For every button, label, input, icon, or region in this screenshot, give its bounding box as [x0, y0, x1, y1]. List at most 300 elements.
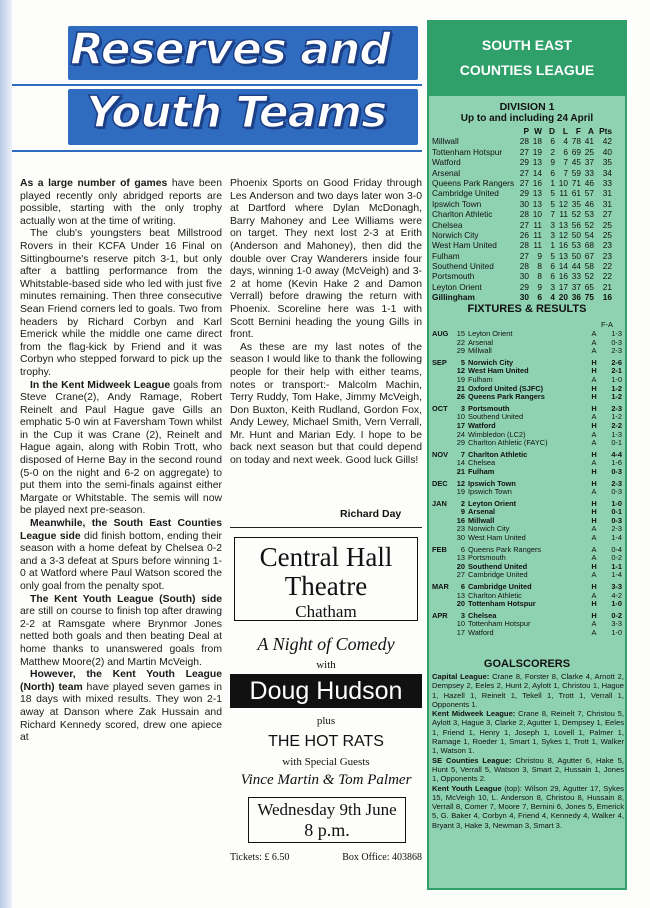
table-cell: 37 [571, 281, 581, 292]
table-header-cell: P [523, 126, 529, 136]
with-label: with [316, 659, 336, 671]
table-cell: 9 [537, 281, 542, 292]
fixture-opponent: Fulham [468, 375, 493, 384]
team-name: Watford [432, 157, 461, 168]
fixture-row [432, 629, 624, 638]
fixture-month [432, 439, 454, 448]
fixture-score: 2-1 [611, 366, 622, 376]
article-paragraph: Phoenix Sports on Good Friday through Les Anderson and two days later won 3-0 at Dartford where Dylan McDonagh, Barry Mahoney and Lee Williams were on target. They next lost 2-3 at Erith (Anderson and Mahoney), then did the double over Cray Wanderers inside four days, winning 1-0 away (McVeigh) and 3-2 at home (Kevin Hake 2 and Damon Verrall) before drawing the return with Phoenix. Scoreline here was 1-1 with Scott Bernini heading the young Gills in front. [230, 178, 422, 341]
table-row [432, 251, 624, 261]
table-row [432, 230, 624, 240]
fixture-month [432, 488, 454, 497]
table-cell: 46 [584, 177, 594, 188]
fixture-day: 19 [456, 487, 465, 497]
table-cell: 16 [558, 271, 568, 282]
table-row [432, 292, 624, 302]
table-cell: 3 [550, 219, 555, 230]
fixture-score: 1-2 [611, 412, 622, 422]
table-row [432, 188, 624, 198]
fixture-venue: H [591, 507, 597, 517]
table-header-cell: F [575, 126, 581, 136]
team-name: Chelsea [432, 219, 463, 230]
event-title: A Night of Comedy [257, 634, 395, 654]
fixture-month [432, 525, 454, 534]
table-cell: 57 [584, 188, 594, 199]
table-cell: 42 [602, 136, 612, 147]
table-cell: 75 [584, 292, 594, 303]
fixture-day: 6 [460, 544, 465, 554]
table-cell: 9 [550, 157, 555, 168]
fixture-day: 27 [456, 570, 465, 580]
table-cell: 7 [563, 157, 568, 168]
table-cell: 25 [602, 219, 612, 230]
table-cell: 22 [602, 261, 612, 272]
fixture-day: 21 [456, 383, 465, 393]
fixture-venue: H [591, 449, 597, 459]
plus-label: plus [316, 715, 336, 727]
table-cell: 53 [584, 209, 594, 220]
fixture-score: 0-1 [611, 438, 622, 448]
fixture-opponent: Queens Park Rangers [468, 545, 542, 554]
fixture-score: 1-4 [611, 533, 622, 543]
fixture-opponent: Fulham [468, 467, 495, 476]
table-cell: 11 [533, 229, 542, 240]
table-cell: 52 [571, 209, 581, 220]
venue-box [234, 537, 418, 621]
fixture-opponent: Cambridge United [468, 571, 528, 580]
table-header-cell: L [562, 126, 568, 136]
fixture-day: 3 [460, 610, 465, 620]
fixture-day: 13 [456, 553, 465, 563]
table-cell: 14 [558, 261, 568, 272]
table-cell: 10 [532, 209, 542, 220]
fixture-venue: A [591, 590, 597, 600]
fixture-row [432, 468, 624, 477]
table-cell: 27 [602, 209, 612, 220]
table-cell: 28 [519, 240, 529, 251]
article-paragraph: However, the Kent Youth League (North) team have played seven games in 18 days with mixed results. They won 2-1 away at Danson where Zak Hussain and Richard Kennedy scored, drew one apiece at [20, 669, 223, 744]
fixture-score: 1-3 [611, 329, 622, 338]
fixture-opponent: Wimbledon (LC2) [468, 430, 526, 439]
fixture-row [432, 393, 624, 402]
table-cell: 8 [537, 261, 542, 272]
fixture-day: 16 [456, 515, 465, 525]
fixture-score: 0-3 [611, 466, 622, 476]
table-row [432, 136, 624, 146]
table-cell: 20 [558, 292, 568, 303]
fixture-score: 4-4 [611, 449, 622, 459]
fixture-score: 2-3 [611, 346, 622, 356]
fixture-opponent: Leyton Orient [468, 330, 513, 338]
fixture-opponent: Oxford United (SJFC) [468, 384, 544, 393]
fixture-venue: A [591, 628, 597, 637]
fixture-venue: H [591, 466, 597, 476]
fixture-month [432, 376, 454, 385]
fixture-day: 14 [456, 458, 465, 468]
article-paragraph: As a large number of games have been played recently only abridged reports are possible, starting with the only trophy actually won at the time of writing. [20, 178, 222, 227]
table-cell: 6 [550, 167, 555, 178]
fixture-month [432, 431, 454, 440]
table-cell: 36 [571, 292, 581, 303]
fixture-opponent: Chelsea [468, 459, 496, 468]
league-panel-header [429, 22, 625, 96]
fixture-day: 22 [456, 337, 465, 347]
table-cell: 25 [584, 146, 594, 157]
table-cell: 6 [550, 271, 555, 282]
table-cell: 11 [533, 240, 542, 251]
table-cell: 9 [537, 250, 542, 261]
league-panel [427, 20, 627, 890]
table-header-cell [432, 126, 516, 136]
table-cell: 14 [532, 167, 542, 178]
table-cell: 11 [559, 209, 568, 220]
table-header-cell: Pts [599, 126, 612, 136]
fixture-month: DEC [432, 478, 448, 488]
fixture-day: 24 [456, 429, 465, 439]
fixture-score: 1-0 [611, 374, 622, 384]
table-cell: 13 [532, 157, 542, 168]
support-act: THE HOT RATS [268, 733, 384, 750]
table-cell: 12 [558, 198, 568, 209]
fixture-opponent: Norwich City [468, 358, 514, 367]
fixture-opponent: Charlton Athletic (FAYC) [468, 439, 548, 448]
team-name: West Ham United [432, 240, 497, 251]
table-cell: 56 [571, 219, 581, 230]
fixture-venue: H [591, 420, 597, 430]
table-cell: 31 [602, 188, 612, 199]
fixture-month [432, 554, 454, 563]
fixture-month [432, 534, 454, 543]
fixture-opponent: Leyton Orient [468, 499, 517, 508]
fixture-venue: A [591, 544, 597, 554]
fixture-score: 2-3 [611, 478, 622, 488]
headline-line-2: Youth Teams [86, 87, 387, 138]
table-cell: 11 [559, 188, 568, 199]
venue-town: Chatham [295, 602, 357, 621]
fixture-day: 9 [460, 507, 465, 517]
table-cell: 28 [519, 261, 529, 272]
headline-divider [12, 84, 422, 86]
fixture-score: 1-3 [611, 429, 622, 439]
fixture-opponent: Southend United [468, 413, 524, 422]
table-cell: 16 [558, 240, 568, 251]
article-paragraph: Meanwhile, the South East Counties League side did finish bottom, ending their season with a home defeat by Chelsea 0-2 and a 3-3 defeat at Spurs before winning 1-0 at Watford where Paul Watson scored the only goal from the penalty spot. [20, 518, 222, 592]
fixture-day: 6 [460, 582, 465, 592]
table-cell: 33 [584, 167, 594, 178]
fixture-day: 5 [460, 357, 465, 367]
fixture-day: 26 [456, 392, 465, 402]
fixture-score: 2-3 [611, 403, 622, 413]
table-cell: 68 [584, 240, 594, 251]
table-cell: 13 [532, 198, 542, 209]
table-cell: 27 [519, 250, 529, 261]
table-cell: 59 [571, 167, 581, 178]
fixture-score: 2-3 [611, 524, 622, 534]
table-header-row [432, 126, 624, 136]
table-cell: 17 [558, 281, 568, 292]
article-paragraph: The club's youngsters beat Millstrood Rovers in their KCFA Under 16 Final on Sittingbourne's reserve pitch 3-1, but only after a battling performance from the Whitstable-based side who led with just five minutes remaining. Then three consecutive Sean Friend corners led to goals. Two from headers by Richard Corbyn and Karl Emerick while the middle one came direct from the flag-kick by Friend and it was Corbyn who stepped forward to pick up the trophy. [20, 228, 222, 378]
table-cell: 41 [584, 136, 594, 147]
fixture-day: 13 [456, 590, 465, 600]
fixture-venue: A [591, 374, 597, 384]
article-paragraph: In the Kent Midweek League goals from Steve Crane(2), Andy Ramage, Robert Reinelt and Paul Hague gave Gills an emphatic 5-0 win at Faversham Town whilst in the Cup it was Crane (2), Reinelt and Hague again, along with Robin Trott, who disposed of Herne Bay in the second round (5-0 on the night and 6-2 on aggregate) to put them into the semi-finals against either Margate or Whitstable. The semis will now be played next pre-season. [20, 379, 222, 517]
table-row [432, 220, 624, 230]
fixture-day: 17 [456, 628, 465, 637]
venue-name-line-2: Theatre [284, 571, 368, 601]
fixture-row [432, 439, 624, 448]
fixture-score: 0-2 [611, 553, 622, 563]
article-paragraph: The Kent Youth League (South) side are still on course to finish top after drawing 2-2 at Ramsgate where Brynmor Jones netted both goals and then beating Deal at home thanks to unanswered goals from Matthew Moore(2) and Martin McVeigh. [20, 593, 222, 668]
goalscorers-title: GOALSCORERS [483, 658, 571, 670]
fixture-venue: H [591, 582, 597, 592]
guests-label: with Special Guests [282, 756, 370, 768]
table-cell: 50 [571, 250, 581, 261]
article-column-1 [20, 178, 222, 745]
fixture-venue: H [591, 403, 597, 413]
table-cell: 1 [550, 240, 555, 251]
table-cell: 65 [584, 281, 594, 292]
table-cell: 45 [571, 157, 581, 168]
fixture-month [432, 393, 454, 402]
fixture-venue: A [591, 429, 597, 439]
fixture-month: FEB [432, 544, 447, 554]
table-cell: 5 [550, 250, 555, 261]
comedy-advert [230, 537, 422, 883]
guest-names: Vince Martin & Tom Palmer [240, 772, 412, 788]
fixture-score: 1-0 [611, 628, 622, 637]
fixture-venue: A [591, 329, 597, 338]
table-cell: 19 [532, 146, 542, 157]
fixture-day: 29 [456, 438, 465, 448]
fixture-day: 20 [456, 561, 465, 571]
fixture-venue: H [591, 357, 597, 367]
fixture-day: 2 [460, 498, 465, 508]
team-name: Queens Park Rangers [432, 177, 515, 188]
event-date: Wednesday 9th June [257, 800, 397, 819]
fixture-opponent: Norwich City [468, 525, 510, 534]
table-cell: 6 [537, 292, 542, 303]
table-cell: 31 [602, 198, 612, 209]
fixture-venue: A [591, 533, 597, 543]
table-row [432, 261, 624, 271]
fixture-opponent: Southend United [468, 562, 528, 571]
fixture-score: 1-2 [611, 383, 622, 393]
team-name: Norwich City [432, 229, 479, 240]
fixture-month [432, 468, 454, 477]
table-cell: 23 [602, 250, 612, 261]
fixture-opponent: West Ham United [468, 367, 529, 376]
fixture-venue: A [591, 619, 597, 629]
table-cell: 23 [602, 240, 612, 251]
fixture-month [432, 592, 454, 601]
fixture-score: 0-2 [611, 610, 622, 620]
table-row [432, 147, 624, 157]
headline-underline [12, 150, 422, 152]
table-cell: 16 [602, 292, 612, 303]
league-table [432, 126, 624, 303]
article-paragraph: As these are my last notes of the season I would like to thank the following people for their help with either teams, notes or transport:- Malcolm Machin, Terry Ruddy, Tom Hake, Jimmy McVeigh, Don Buxton, Keith Rudland, Gordon Fox, Andy Lewey, Michael Smith, Vern Verrall, Mr. Hunt and Marian Edy. I hope to be back next season but that could depend on today and next week. Good luck Gills! [230, 341, 422, 467]
table-cell: 22 [602, 271, 612, 282]
fixture-score: 0-1 [611, 507, 622, 517]
fixture-row [432, 600, 624, 609]
fixture-venue: A [591, 570, 597, 580]
fixture-venue: A [591, 553, 597, 563]
fixture-day: 10 [456, 619, 465, 629]
fixture-score: 3-3 [611, 582, 622, 592]
table-cell: 25 [602, 229, 612, 240]
table-cell: 29 [519, 157, 529, 168]
fixture-opponent: West Ham United [468, 534, 526, 543]
fixture-venue: H [591, 478, 597, 488]
fixture-venue: H [591, 498, 597, 508]
table-cell: 3 [550, 281, 555, 292]
fixture-day: 12 [456, 478, 465, 488]
article-column-2 [230, 178, 422, 468]
table-cell: 28 [519, 209, 529, 220]
division-subtitle: Up to and including 24 April [460, 113, 594, 124]
table-cell: 27 [519, 167, 529, 178]
fa-column-label: F-A [601, 320, 613, 329]
league-title-line-1: SOUTH EAST [481, 37, 573, 53]
table-cell: 10 [558, 177, 568, 188]
fixture-score: 1-0 [611, 498, 622, 508]
table-cell: 54 [584, 229, 594, 240]
fixture-opponent: Queens Park Rangers [468, 393, 545, 402]
fixture-month: OCT [432, 403, 448, 413]
team-name: Southend United [432, 261, 494, 272]
table-cell: 34 [602, 167, 612, 178]
table-cell: 7 [550, 209, 555, 220]
league-title-line-2: COUNTIES LEAGUE [459, 62, 595, 78]
team-name: Portsmouth [432, 271, 475, 282]
table-row [432, 271, 624, 281]
fixture-opponent: Watford [468, 421, 496, 430]
team-name: Fulham [432, 250, 460, 261]
fixture-month [432, 422, 454, 431]
box-office-number: Box Office: 403868 [342, 852, 422, 863]
table-cell: 18 [532, 136, 542, 147]
fixture-day: 20 [456, 599, 465, 609]
team-name: Cambridge United [432, 188, 499, 199]
fixture-venue: A [591, 458, 597, 468]
article-author: Richard Day [340, 508, 402, 520]
team-name: Ipswich Town [432, 198, 482, 209]
table-cell: 4 [563, 136, 568, 147]
table-cell: 27 [519, 177, 529, 188]
fixture-opponent: Arsenal [468, 508, 496, 517]
fixture-month [432, 459, 454, 468]
team-name: Leyton Orient [432, 281, 482, 292]
fixture-month: AUG [432, 329, 449, 338]
fixture-venue: H [591, 610, 597, 620]
event-time: 8 p.m. [304, 820, 350, 840]
date-box [248, 797, 406, 843]
table-cell: 37 [584, 157, 594, 168]
fixture-month [432, 571, 454, 580]
fixture-day: 19 [456, 374, 465, 384]
headline-line-1: Reserves and [70, 24, 390, 75]
fixture-day: 15 [456, 329, 465, 338]
venue-name-line-1: Central Hall [259, 542, 393, 572]
fixture-opponent: Millwall [468, 347, 492, 356]
table-cell: 11 [533, 219, 542, 230]
table-row [432, 282, 624, 292]
table-header-cell: W [534, 126, 542, 136]
fixture-day: 29 [456, 346, 465, 356]
table-cell: 13 [558, 219, 568, 230]
table-cell: 35 [602, 157, 612, 168]
table-row [432, 240, 624, 250]
fixture-month: APR [432, 610, 448, 620]
table-cell: 16 [532, 177, 542, 188]
fixture-month [432, 339, 454, 348]
fixture-score: 0-3 [611, 515, 622, 525]
fixtures-title: FIXTURES & RESULTS [467, 303, 587, 315]
table-cell: 30 [519, 198, 529, 209]
fixture-opponent: Tottenham Hotspur [468, 620, 531, 629]
fixture-month: SEP [432, 357, 447, 367]
table-header-cell: A [588, 126, 594, 136]
fixture-venue: H [591, 515, 597, 525]
fixture-score: 1-1 [611, 561, 622, 571]
fixture-score: 0-4 [611, 544, 622, 554]
fixture-venue: H [591, 366, 597, 376]
fixture-row [432, 488, 624, 497]
fixture-score: 2-2 [611, 420, 622, 430]
table-cell: 52 [584, 271, 594, 282]
fixtures-list [432, 330, 624, 638]
fixture-opponent: Arsenal [468, 338, 494, 347]
table-cell: 50 [571, 229, 581, 240]
fixture-month [432, 508, 454, 517]
team-name: Arsenal [432, 167, 461, 178]
fixture-venue: A [591, 524, 597, 534]
fixture-score: 1-6 [611, 458, 622, 468]
fixture-score: 1-0 [611, 599, 622, 609]
table-cell: 69 [571, 146, 581, 157]
fixture-opponent: Cambridge United [468, 583, 532, 592]
fixture-day: 3 [460, 403, 465, 413]
table-cell: 7 [563, 167, 568, 178]
table-cell: 29 [519, 188, 529, 199]
table-cell: 71 [571, 177, 581, 188]
fixture-row [432, 534, 624, 543]
table-cell: 61 [571, 188, 581, 199]
fixture-month [432, 620, 454, 629]
table-cell: 4 [550, 292, 555, 303]
fixture-month [432, 629, 454, 638]
fixture-day: 21 [456, 466, 465, 476]
table-cell: 6 [563, 146, 568, 157]
fixture-venue: A [591, 412, 597, 422]
fixture-month [432, 563, 454, 572]
fixture-venue: H [591, 561, 597, 571]
fixture-opponent: Chelsea [468, 611, 497, 620]
table-cell: 27 [519, 146, 529, 157]
table-cell: 12 [558, 229, 568, 240]
table-cell: 28 [519, 136, 529, 147]
table-row [432, 178, 624, 188]
fixture-opponent: Charlton Athletic [468, 450, 528, 459]
fixture-opponent: Tottenham Hotspur [468, 600, 536, 609]
goalscorers-list: Capital League: Crane 8, Forster 8, Clarke 4, Arnott 2, Dempsey 2, Eeles 2, Hunt 2, Aylott 1, Christou 1, Hague 1, Hazell 1, Reinelt 1, Tekell 1, Trott 1, Verrall 1, Opponents 1. Kent Midweek League: Crane 8, Reinelt 7, Christou 5, Aylott 3, Hague 3, Clarke 2, Agutter 1, Dempsey 1, Eeles 1, Friend 1, Henry 1, Joseph 1, Lovell 1, Palmer 1, Ramage 1, Roeder 1, Smart 1, Sykes 1, Trott 1, Walker 1, Watson 1. SE Counties League: Christou 8, Agutter 6, Hake 5, Hunt 5, Verrall 5, Watson 3, Smart 2, Hussain 1, Jones 1, Opponents 2. Kent Youth League (top): Wilson 29, Agutter 17, Sykes 15, McVeigh 10, L. Anderson 8, Christou 8, Hussain 8, Verrall 8, Comer 7, Moore 7, Bernini 6, Jones 5, Emerick 5, G. Baker 4, Corbyn 4, Friend 4, Kennedy 4, Walker 4, Bryant 3, Hake 3, Newman 3, Smart 3. [432, 672, 624, 830]
fixture-day: 23 [456, 524, 465, 534]
table-cell: 1 [550, 177, 555, 188]
fixture-score: 4-2 [611, 590, 622, 600]
table-cell: 30 [519, 292, 529, 303]
fixture-month [432, 517, 454, 526]
fixture-score: 1-4 [611, 570, 622, 580]
